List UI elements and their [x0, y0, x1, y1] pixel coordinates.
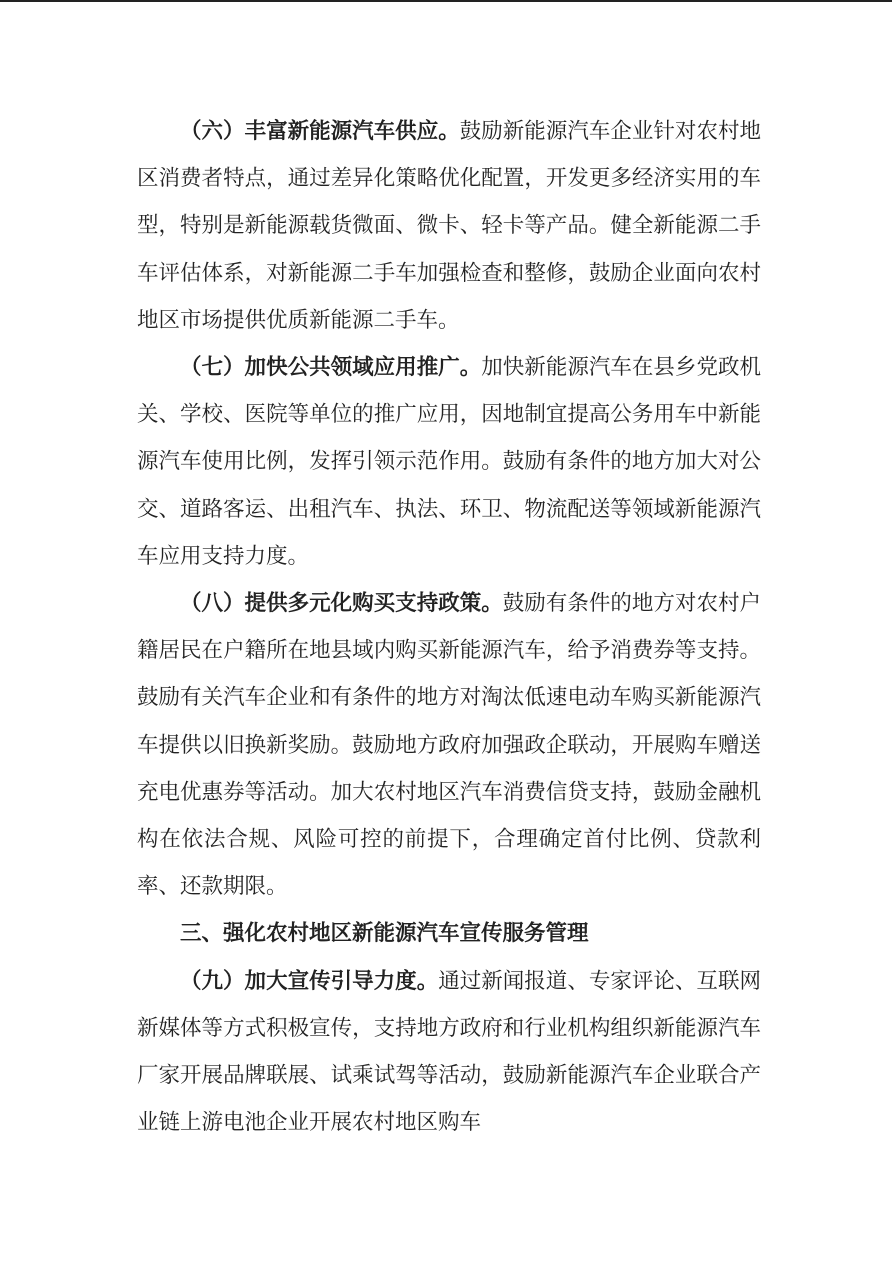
paragraph-6-body: 鼓励新能源汽车企业针对农村地区消费者特点，通过差异化策略优化配置，开发更多经济实用的车型，特别是新能源载货微面、微卡、轻卡等产品。健全新能源二手车评估体系，对新能源二手车加强检查和整修，鼓励企业面向农村地区市场提供优质新能源二手车。	[137, 119, 761, 333]
paragraph-6	[137, 108, 761, 344]
paragraph-7-body: 加快新能源汽车在县乡党政机关、学校、医院等单位的推广应用，因地制宜提高公务用车中新能源汽车使用比例，发挥引领示范作用。鼓励有条件的地方加大对公交、道路客运、出租汽车、执法、环卫、物流配送等领域新能源汽车应用支持力度。	[137, 355, 761, 569]
paragraph-6-heading: （六）丰富新能源汽车供应。	[180, 119, 460, 144]
paragraph-8	[137, 580, 761, 910]
paragraph-7-heading: （七）加快公共领域应用推广。	[180, 355, 482, 381]
document-page	[137, 108, 761, 1146]
top-border-line	[0, 0, 892, 2]
paragraph-9	[137, 958, 761, 1147]
paragraph-7	[137, 344, 761, 580]
section-3-heading: 三、强化农村地区新能源汽车宣传服务管理	[180, 921, 589, 947]
paragraph-9-heading: （九）加大宣传引导力度。	[180, 968, 439, 994]
paragraph-9-body: 通过新闻报道、专家评论、互联网新媒体等方式积极宣传，支持地方政府和行业机构组织新能源汽车厂家开展品牌联展、试乘试驾等活动，鼓励新能源汽车企业联合产业链上游电池企业开展农村地区购车	[137, 968, 761, 1136]
paragraph-8-body: 鼓励有条件的地方对农村户籍居民在户籍所在地县域内购买新能源汽车，给予消费券等支持。鼓励有关汽车企业和有条件的地方对淘汰低速电动车购买新能源汽车提供以旧换新奖励。鼓励地方政府加强政企联动，开展购车赠送充电优惠券等活动。加大农村地区汽车消费信贷支持，鼓励金融机构在依法合规、风险可控的前提下，合理确定首付比例、贷款利率、还款期限。	[137, 591, 761, 900]
paragraph-8-heading: （八）提供多元化购买支持政策。	[180, 591, 503, 617]
